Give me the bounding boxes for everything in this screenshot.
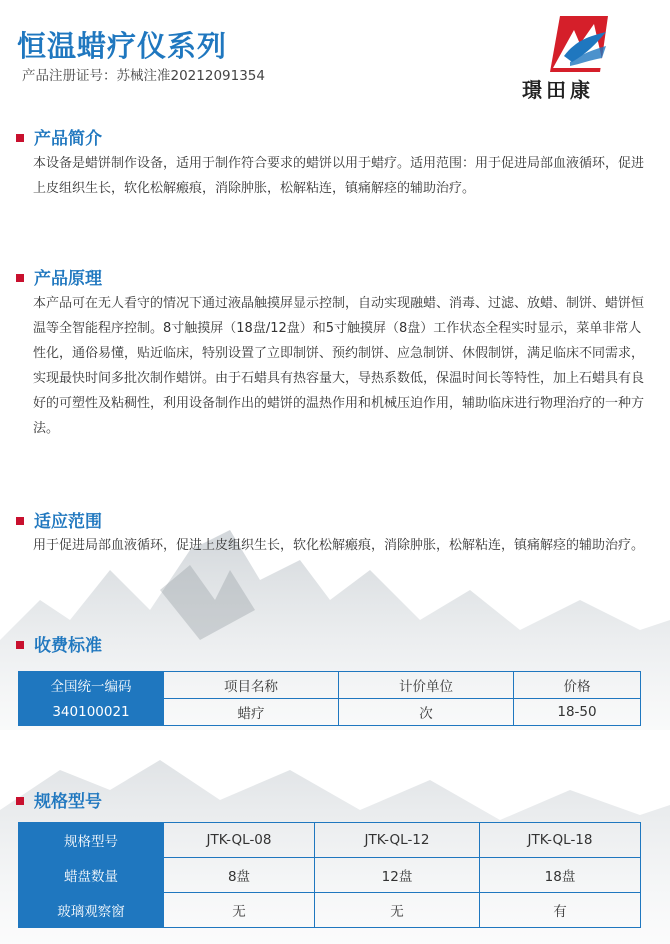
table-cell: JTK-QL-18 xyxy=(480,823,641,858)
table-cell: 340100021 xyxy=(19,699,164,726)
brand-name: 璟田康 xyxy=(522,78,594,102)
table-row xyxy=(19,672,641,699)
table-row xyxy=(19,823,641,858)
scope-paragraph: 用于促进局部血液循环，促进上皮组织生长，软化松解瘢痕，消除肿胀，松解粘连，镇痛解痉的辅助治疗。 xyxy=(33,538,645,553)
table-cell: 次 xyxy=(339,699,514,726)
table-cell: 无 xyxy=(315,893,480,928)
table-header-cell: 玻璃观察窗 xyxy=(19,893,164,928)
fee-table xyxy=(18,671,641,726)
section-heading-principle: 产品原理 xyxy=(16,264,102,289)
table-cell: 有 xyxy=(480,893,641,928)
intro-paragraph: 本设备是蜡饼制作设备，适用于制作符合要求的蜡饼以用于蜡疗。适用范围：用于促进局部血液循环，促进上皮组织生长，软化松解瘢痕，消除肿胀，松解粘连，镇痛解痉的辅助治疗。 xyxy=(33,156,645,196)
table-cell: 18盘 xyxy=(480,858,641,893)
table-header-cell: 价格 xyxy=(514,672,641,699)
registration-number: 产品注册证号：苏械注准20212091354 xyxy=(22,68,265,84)
table-row xyxy=(19,699,641,726)
table-cell: JTK-QL-12 xyxy=(315,823,480,858)
table-header-cell: 规格型号 xyxy=(19,823,164,858)
table-cell: 18-50 xyxy=(514,699,641,726)
section-heading-intro: 产品简介 xyxy=(16,124,102,149)
table-cell: 无 xyxy=(164,893,315,928)
table-cell: JTK-QL-08 xyxy=(164,823,315,858)
spec-table xyxy=(18,822,641,928)
table-row xyxy=(19,858,641,893)
square-bullet-icon xyxy=(16,517,24,525)
section-heading-fee: 收费标准 xyxy=(16,631,102,656)
square-bullet-icon xyxy=(16,797,24,805)
square-bullet-icon xyxy=(16,641,24,649)
table-header-cell: 全国统一编码 xyxy=(19,672,164,699)
principle-paragraph: 本产品可在无人看守的情况下通过液晶触摸屏显示控制，自动实现融蜡、消毒、过滤、放蜡、制饼、蜡饼恒温等全智能程序控制。8寸触摸屏（18盘/12盘）和5寸触摸屏（8盘）工作状态全程实时显示，菜单非常人性化，通俗易懂，贴近临床，特别设置了立即制饼、预约制饼、应急制饼、休假制饼，满足临床不同需求，实现最快时间多批次制作蜡饼。由于石蜡具有热容量大，导热系数低，保温时间长等特性，加上石蜡具有良好的可塑性及粘稠性，利用设备制作出的蜡饼的温热作用和机械压迫作用，辅助临床进行物理治疗的一种方法。 xyxy=(33,296,645,436)
table-cell: 12盘 xyxy=(315,858,480,893)
section-heading-spec: 规格型号 xyxy=(16,787,102,812)
table-header-cell: 蜡盘数量 xyxy=(19,858,164,893)
table-row xyxy=(19,893,641,928)
section-heading-scope: 适应范围 xyxy=(16,507,102,532)
square-bullet-icon xyxy=(16,274,24,282)
square-bullet-icon xyxy=(16,134,24,142)
table-cell: 8盘 xyxy=(164,858,315,893)
page-title: 恒温蜡疗仪系列 xyxy=(17,29,228,63)
table-header-cell: 计价单位 xyxy=(339,672,514,699)
table-cell: 蜡疗 xyxy=(164,699,339,726)
table-header-cell: 项目名称 xyxy=(164,672,339,699)
